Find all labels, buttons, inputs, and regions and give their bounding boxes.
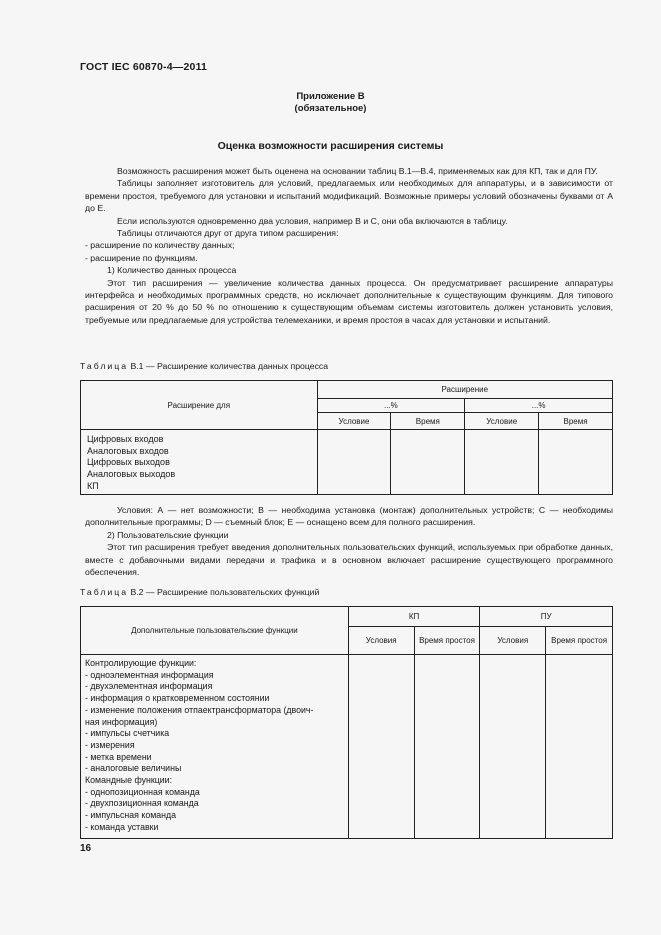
table2-row: - однопозиционная команда: [85, 786, 200, 797]
document-header: ГОСТ IEC 60870-4—2011: [80, 61, 208, 73]
list-item: - расширение по функциям.: [85, 252, 198, 263]
subsection-text: Этот тип расширения — увеличение количества данных процесса. Он предусматривает расширение аппаратуры интерфейса и необходимых программных средств, но исключает дополнительные к существующим функциям. Для типового расширения от 20 % до 50 % по отношению к существующим объемам системы изготовитель должен установить условия, требуемые или предлагаемые для устройства телемеханики, и время простоя в часах для установки и испытаний.: [85, 277, 613, 325]
table1-caption-text: В.1 — Расширение количества данных процесса: [128, 361, 329, 371]
table2-row: - аналоговые величины: [85, 763, 182, 774]
subsection-heading: 2) Пользовательские функции: [107, 529, 229, 540]
subsection-heading: 1) Количество данных процесса: [107, 265, 237, 276]
table2-group-kp: КП: [348, 607, 480, 627]
table-b1: [80, 380, 613, 495]
table2-column-header: Условия: [348, 627, 414, 655]
section-title: Оценка возможности расширения системы: [217, 140, 444, 152]
table1-row: КП: [87, 480, 99, 491]
subsection-text: Этот тип расширения требует введения дополнительных пользовательских функций, используемых при обработке данных, вместе с добавочными видами передачи и трафика и в основном включает расширение существующего программного обеспечения.: [85, 542, 613, 578]
table2-caption-text: В.2 — Расширение пользовательских функций: [128, 587, 320, 597]
table2-row: - импульсная команда: [85, 810, 177, 821]
table2-cell: [546, 655, 613, 839]
table1-caption: [80, 361, 328, 371]
table2-row: - команда уставки: [85, 821, 159, 832]
table2-row: - метка времени: [85, 751, 152, 762]
table1-row: Аналоговых входов: [87, 445, 169, 456]
intro-paragraph: Таблицы заполняет изготовитель для условий, предлагаемых или необходимых для аппаратуры, и в зависимости от времени простоя, требуемого для установки и испытаний модификаций. Возможные примеры условий обозначены буквами от А до Е.: [85, 178, 613, 214]
table2-row: - двухпозиционная команда: [85, 798, 199, 809]
table2-row: - информация о кратковременном состоянии: [85, 693, 270, 704]
annex-subtitle: (обязательное): [294, 103, 367, 114]
table2-cell: [480, 655, 546, 839]
table1-column-header: Условие: [465, 413, 539, 430]
table1-subgroup: ...%: [465, 399, 613, 413]
table1-subgroup: ...%: [317, 399, 465, 413]
table2-row: - импульсы счетчика: [85, 728, 170, 739]
table2-row: Контролирующие функции:: [85, 658, 197, 668]
intro-paragraph: Если используются одновременно два условия, например В и С, они оба включаются в таблицу.: [117, 215, 508, 226]
conditions-text: Условия: А — нет возможности; В — необходима установка (монтаж) дополнительных устройств; С — необходимы дополнительные программы; D — съемный блок; Е — оснащено всем для полного расширения.: [85, 505, 613, 528]
intro-text: [85, 165, 613, 326]
table-b2: [80, 606, 613, 839]
table1-cell: [391, 430, 465, 495]
table1-row-labels: [81, 430, 318, 495]
intro-paragraph: Таблицы отличаются друг от друга типом расширения:: [117, 228, 339, 239]
table1-row: Цифровых выходов: [87, 457, 170, 468]
table1-column-header: Условие: [317, 413, 391, 430]
conditions-and-subsection2: [85, 504, 613, 578]
table2-column-header: Время простоя: [414, 627, 480, 655]
table2-row: ная информация): [85, 716, 158, 727]
table2-col-header: Дополнительные пользовательские функции: [81, 607, 349, 655]
intro-paragraph: Возможность расширения может быть оценена на основании таблиц В.1—В.4, применяемых как для КП, так и для ПУ.: [117, 166, 598, 176]
table1-row: Цифровых входов: [87, 434, 164, 444]
table2-cell: [414, 655, 480, 839]
table2-row-labels: [81, 655, 349, 839]
table2-row: - изменение положения отпаектрансформатора (двоич-: [85, 704, 314, 715]
table2-row: - измерения: [85, 739, 135, 750]
table2-column-header: Условия: [480, 627, 546, 655]
table1-cell: [465, 430, 539, 495]
table1-col-header: Расширение для: [81, 381, 318, 430]
table2-caption: [80, 587, 319, 597]
table1-group-header: Расширение: [317, 381, 612, 399]
annex-title: Приложение В: [296, 91, 365, 102]
table2-cell: [348, 655, 414, 839]
table2-row: - двухэлементная информация: [85, 681, 213, 692]
table2-column-header: Время простоя: [546, 627, 613, 655]
table2-group-pu: ПУ: [480, 607, 613, 627]
page-number: 16: [80, 843, 92, 854]
table1-row: Аналоговых выходов: [87, 469, 176, 480]
table2-row: - одноэлементная информация: [85, 669, 214, 680]
table1-column-header: Время: [539, 413, 613, 430]
table1-column-header: Время: [391, 413, 465, 430]
table2-row: Командные функции:: [85, 775, 173, 786]
list-item: - расширение по количеству данных;: [85, 240, 235, 251]
table1-cell: [539, 430, 613, 495]
table2-caption-label: Таблица: [80, 587, 129, 597]
table1-cell: [317, 430, 391, 495]
table1-caption-label: Таблица: [80, 361, 129, 371]
